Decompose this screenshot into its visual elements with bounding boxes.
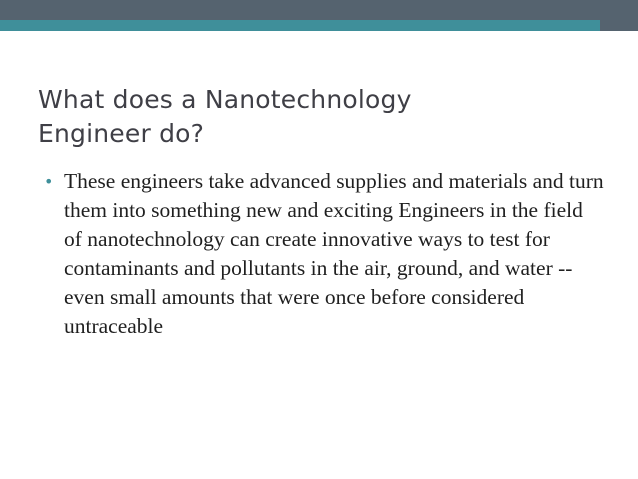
slide-title: What does a Nanotechnology Engineer do? (38, 85, 412, 148)
bullet-list (44, 167, 604, 341)
bullet-item (44, 167, 604, 341)
top-band-corner (600, 20, 638, 31)
bullet-icon: • (44, 172, 54, 191)
top-band-dark (0, 0, 638, 20)
bullet-text: These engineers take advanced supplies and materials and turn them into something new and exciting Engineers in the field of nanotechnology can create innovative ways to test for contaminants and pollutants in the air, ground, and water -- even small amounts that were once before considered untraceable (64, 169, 604, 338)
top-band-teal (0, 20, 600, 31)
